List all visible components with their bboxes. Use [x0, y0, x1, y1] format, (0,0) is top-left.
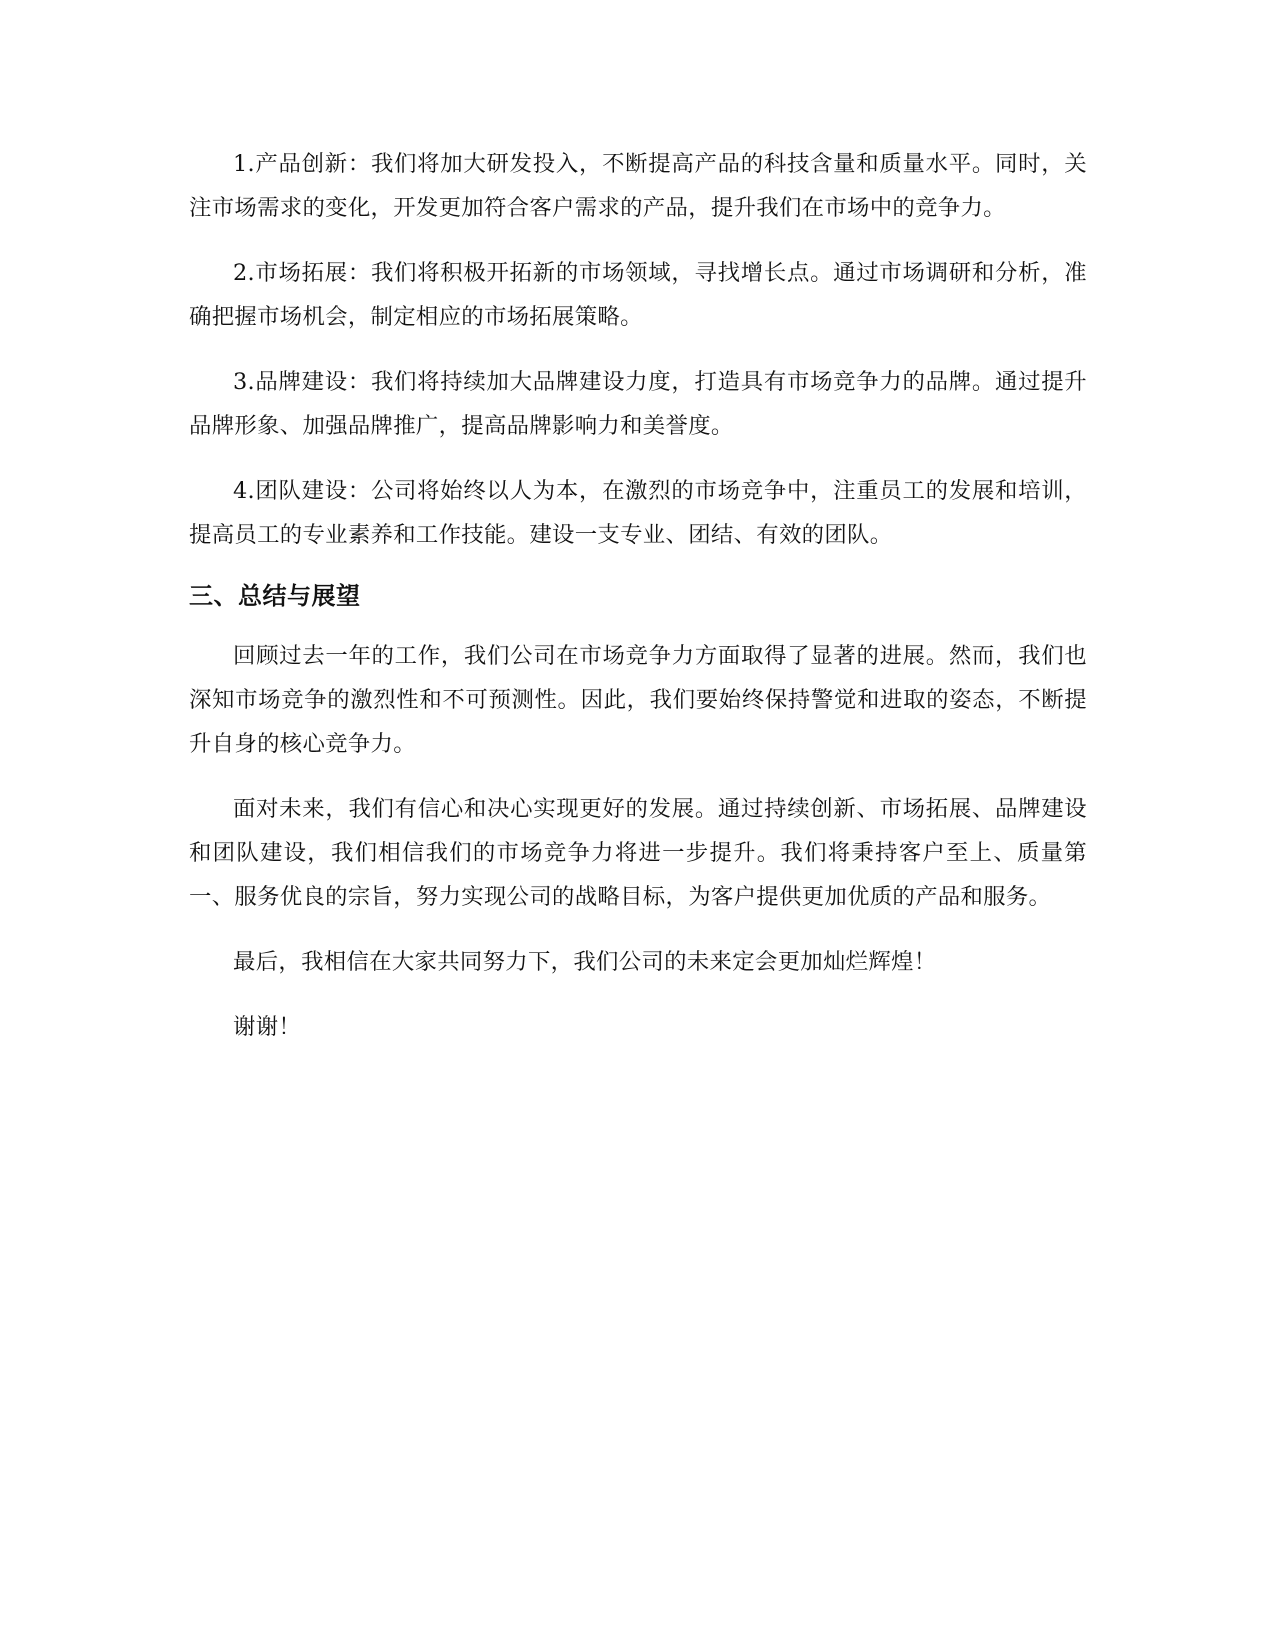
list-item-product-innovation: 1.产品创新：我们将加大研发投入，不断提高产品的科技含量和质量水平。同时，关注市场需求的变化，开发更加符合客户需求的产品，提升我们在市场中的竞争力。: [189, 151, 1087, 221]
list-item-team-building: 4.团队建设：公司将始终以人为本，在激烈的市场竞争中，注重员工的发展和培训，提高员工的专业素养和工作技能。建设一支专业、团结、有效的团队。: [189, 478, 1087, 548]
section-heading-summary: 三、总结与展望: [189, 582, 361, 610]
list-item-brand-building: 3.品牌建设：我们将持续加大品牌建设力度，打造具有市场竞争力的品牌。通过提升品牌形象、加强品牌推广，提高品牌影响力和美誉度。: [189, 369, 1087, 439]
paragraph-review: 回顾过去一年的工作，我们公司在市场竞争力方面取得了显著的进展。然而，我们也深知市场竞争的激烈性和不可预测性。因此，我们要始终保持警觉和进取的姿态，不断提升自身的核心竞争力。: [189, 643, 1087, 757]
document-body: [189, 142, 1087, 1070]
paragraph-closing: 最后，我相信在大家共同努力下，我们公司的未来定会更加灿烂辉煌！: [233, 949, 937, 975]
paragraph-future: 面对未来，我们有信心和决心实现更好的发展。通过持续创新、市场拓展、品牌建设和团队建设，我们相信我们的市场竞争力将进一步提升。我们将秉持客户至上、质量第一、服务优良的宗旨，努力实现公司的战略目标，为客户提供更加优质的产品和服务。: [189, 796, 1087, 910]
paragraph-thanks: 谢谢！: [233, 1014, 302, 1040]
list-item-market-expansion: 2.市场拓展：我们将积极开拓新的市场领域，寻找增长点。通过市场调研和分析，准确把握市场机会，制定相应的市场拓展策略。: [189, 260, 1087, 330]
